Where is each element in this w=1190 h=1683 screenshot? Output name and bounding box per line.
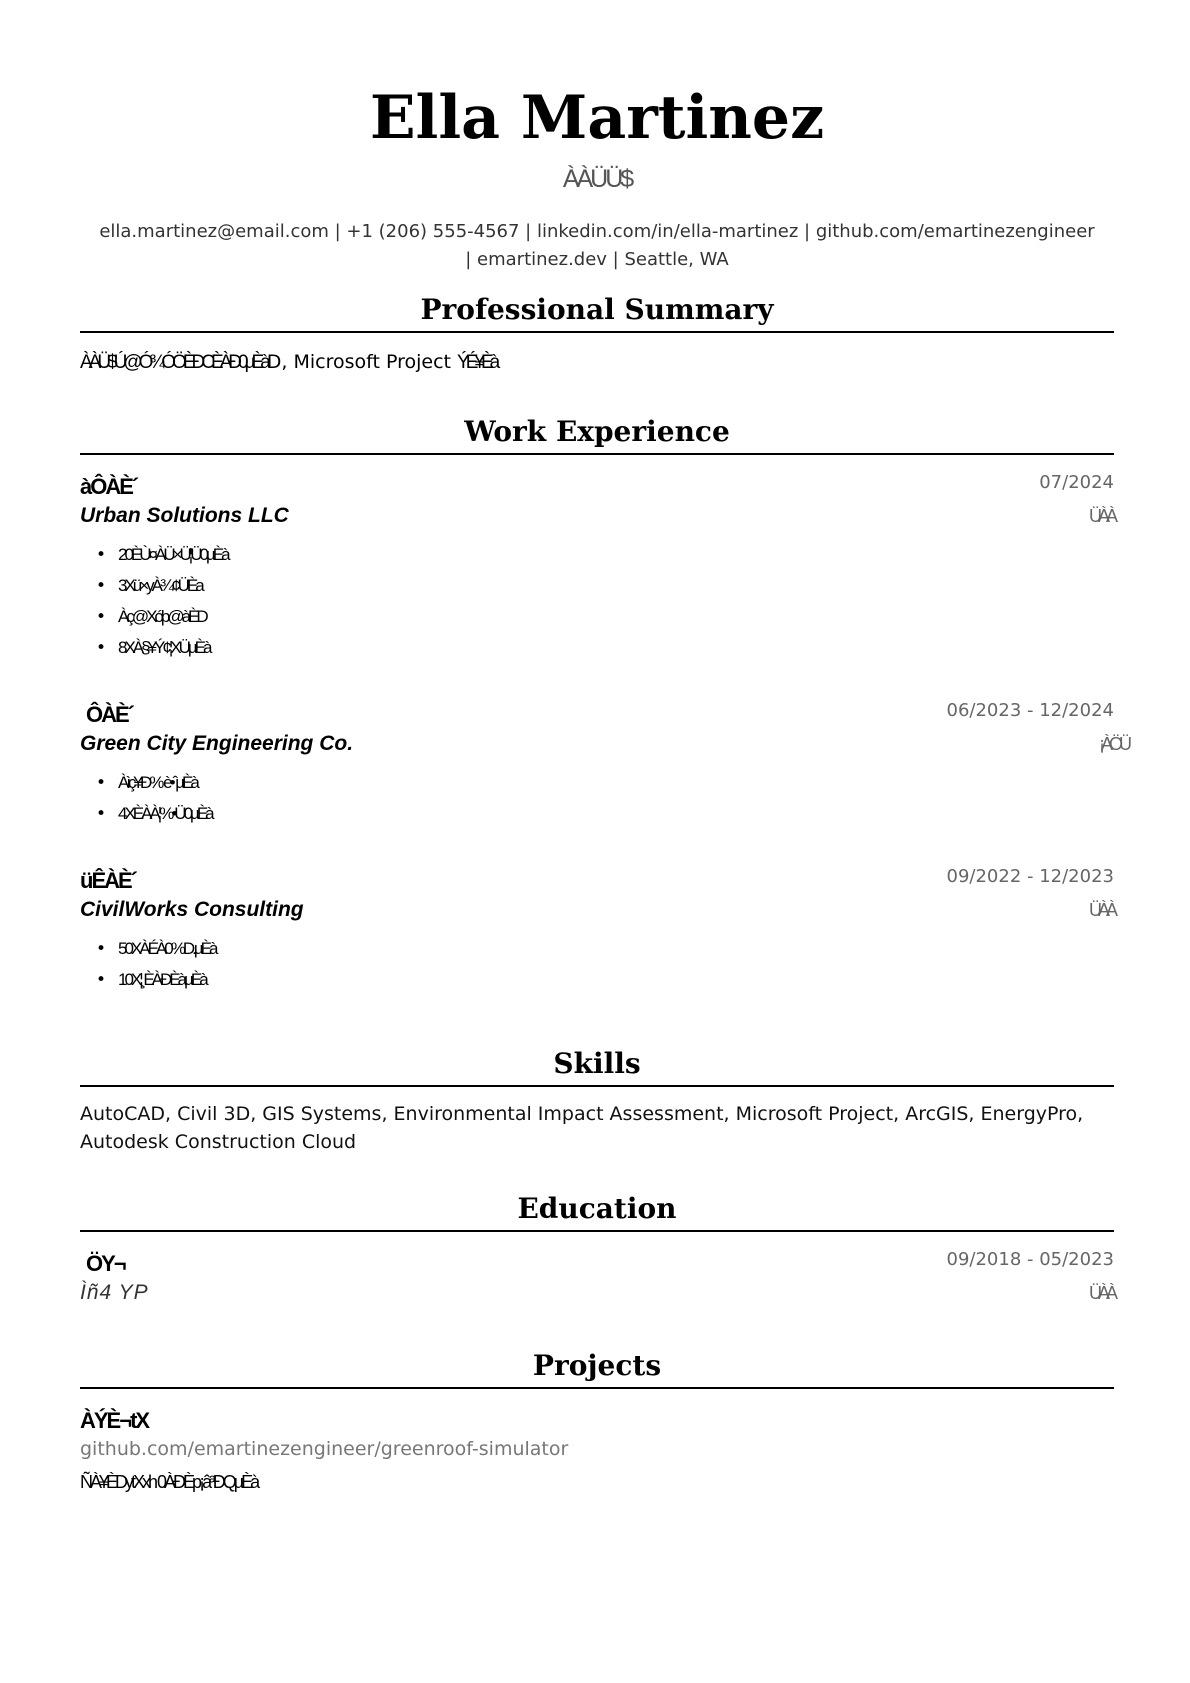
job-location: ÜÀÀ xyxy=(1088,900,1114,920)
contact-line: ella.martinez@email.com | +1 (206) 555-4567 | linkedin.com/in/ella-martinez | github.com/emartinezengineer xyxy=(99,221,1095,242)
education-school: ÖY¬ xyxy=(86,1251,125,1276)
job-company: Urban Solutions LLC xyxy=(80,504,289,527)
section-title-experience: Work Experience xyxy=(464,415,730,448)
job-bullet: • Àç@Xóþ@àÈD xyxy=(96,607,206,627)
summary-garbled-text: ÀÀÜ$Ú@Ó¾ÓÖÈÐCÈÀÐ0µÈà xyxy=(80,352,267,373)
section-title-projects: Projects xyxy=(532,1349,662,1382)
job-bullet: • 8XÀ§¥Ý¢¦XÜµÈà xyxy=(96,638,210,658)
job-bullet: • 10X¦¸ÈÀÐÈàµÈà xyxy=(96,970,206,990)
summary-plain-text: D, Microsoft Project xyxy=(266,351,458,373)
summary-text xyxy=(80,348,496,377)
summary-garbled-text: ÝÉ¥Èà xyxy=(457,352,497,373)
job-title: ÔÀÈ´ xyxy=(86,702,133,727)
contact-line: | emartinez.dev | Seattle, WA xyxy=(465,249,729,270)
contact-info xyxy=(80,218,1114,274)
section-divider xyxy=(80,1230,1114,1232)
section-title-skills: Skills xyxy=(553,1047,641,1080)
job-bullet: • 3Xü×yÀ¾¢ÜÈa xyxy=(96,576,202,596)
education-location: ÜÀÀ xyxy=(1088,1283,1114,1303)
section-divider xyxy=(80,331,1114,333)
section-title-summary: Professional Summary xyxy=(420,293,774,326)
candidate-name: Ella Martinez xyxy=(369,83,825,153)
job-date: 07/2024 xyxy=(1039,472,1114,493)
section-divider xyxy=(80,1387,1114,1389)
candidate-subtitle: ÀÀÜÜ$ xyxy=(562,165,632,193)
job-company: Green City Engineering Co. xyxy=(80,732,354,755)
project-name: ÀÝÈ¬tX xyxy=(80,1408,149,1433)
project-link[interactable]: github.com/emartinezengineer/greenroof-simulator xyxy=(80,1438,569,1460)
education-degree: Ìñ4 YP xyxy=(80,1281,149,1304)
job-bullet: • 4XÈÀÀ¦%•Ü0µÈà xyxy=(96,804,212,824)
job-date: 06/2023 - 12/2024 xyxy=(946,700,1114,721)
job-bullet: • 50XÀÉÀ0%D.µÈà xyxy=(96,939,216,959)
education-date: 09/2018 - 05/2023 xyxy=(946,1249,1114,1270)
job-location: ¡ÀÖÜ xyxy=(1099,734,1128,754)
skills-list: AutoCAD, Civil 3D, GIS Systems, Environmental Impact Assessment, Microsoft Project, ArcGIS, EnergyPro, Autodesk Construction Cloud xyxy=(80,1103,1084,1153)
section-divider xyxy=(80,453,1114,455)
section-title-education: Education xyxy=(517,1192,677,1225)
job-bullet: • 20ÈÙ¤ÀÜ×Ü¦Ü0µÈà xyxy=(96,545,228,565)
job-location: ÜÀÀ xyxy=(1088,506,1114,526)
job-title: àÔÀÈ´ xyxy=(80,474,138,499)
job-bullet: • Àìç¥Ð% è•ˆµÈà xyxy=(96,773,197,793)
job-company: CivilWorks Consulting xyxy=(80,898,304,921)
job-date: 09/2022 - 12/2023 xyxy=(946,866,1114,887)
job-title: üÊÀÈ´ xyxy=(80,868,136,893)
project-description: ÑÀ¥ÈDytXxh 0ÀÐÈp¡âªÐQµÈà xyxy=(80,1472,258,1492)
section-divider xyxy=(80,1085,1114,1087)
